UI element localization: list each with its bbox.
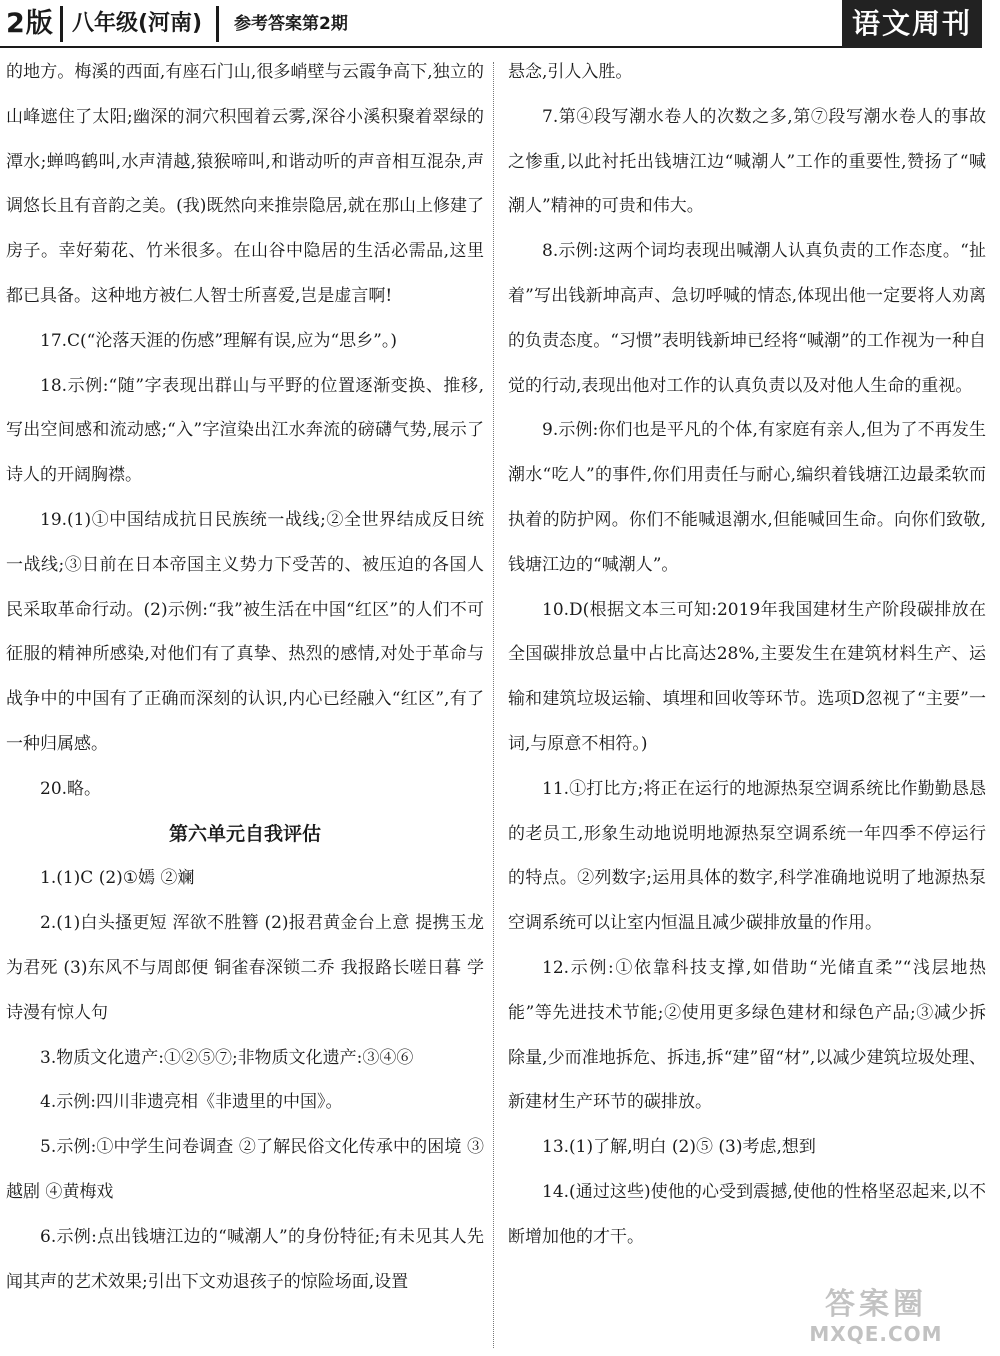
answer-paragraph: 11.①打比方;将正在运行的地源热泵空调系统比作勤勤恳恳的老员工,形象生动地说明地源热泵空调系统一年四季不停运行的特点。②列数字;运用具体的数字,科学准确地说明了地源热泵空调系统可以让室内恒温且减少碳排放量的作用。 (508, 778, 986, 934)
answer-paragraph: 1.(1)C (2)①嫣 ②斓 (40, 868, 195, 889)
answer-paragraph: 14.(通过这些)使他的心受到震撼,使他的性格坚忍起来,以不断增加他的才干。 (508, 1181, 986, 1247)
answer-paragraph: 9.示例:你们也是平凡的个体,有家庭有亲人,但为了不再发生潮水“吃人”的事件,你们用责任与耐心,编织着钱塘江边最柔软而执着的防护网。你们不能喊退潮水,但能喊回生命。向你们致敬,钱塘江边的“喊潮人”。 (508, 420, 986, 575)
answer-paragraph: 3.物质文化遗产:①②⑤⑦;非物质文化遗产:③④⑥ (40, 1047, 414, 1068)
answer-paragraph: 5.示例:①中学生问卷调查 ②了解民俗文化传承中的困境 ③越剧 ④黄梅戏 (6, 1137, 484, 1202)
header-separator (60, 6, 63, 42)
answer-paragraph: 6.示例:点出钱塘江边的“喊潮人”的身份特征;有未见其人先闻其声的艺术效果;引出下文劝退孩子的惊险场面,设置 (6, 1226, 484, 1292)
brand-logo: 语文周刊 (842, 0, 982, 48)
answer-paragraph: 8.示例:这两个词均表现出喊潮人认真负责的工作态度。“扯着”写出钱新坤高声、急切呼喊的情态,体现出他一定要将人劝离的负责态度。“习惯”表明钱新坤已经将“喊潮”的工作视为一种自觉的行动,表现出他对工作的认真负责以及对他人生命的重视。 (508, 241, 986, 396)
answer-paragraph: 20.略。 (40, 778, 102, 799)
answer-paragraph: 18.示例:“随”字表现出群山与平野的位置逐渐变换、推移,写出空间感和流动感;“入”字渲染出江水奔流的磅礴气势,展示了诗人的开阔胸襟。 (6, 375, 484, 486)
page-header (0, 0, 1000, 48)
answer-paragraph: 17.C(“沦落天涯的伤感”理解有误,应为“思乡”。) (40, 330, 397, 351)
left-column (6, 50, 484, 1304)
grade-label: 八年级(河南) (72, 11, 203, 36)
answer-paragraph: 的地方。梅溪的西面,有座石门山,很多峭壁与云霞争高下,独立的山峰遮住了太阳;幽深的洞穴积囤着云雾,深谷小溪积聚着翠绿的潭水;蝉鸣鹤叫,水声清越,猿猴啼叫,和谐动听的声音相互混杂,声调悠长且有音韵之美。(我)既然向来推崇隐居,就在那山上修建了房子。幸好菊花、竹米很多。在山谷中隐居的生活必需品,这里都已具备。这种地方被仁人智士所喜爱,岂是虚言啊! (6, 62, 484, 306)
watermark (776, 1288, 976, 1350)
watermark-logo-text: 答案圈 (825, 1287, 927, 1322)
answer-paragraph: 19.(1)①中国结成抗日民族统一战线;②全世界结成反日统一战线;③日前在日本帝国主义势力下受苦的、被压迫的各国人民采取革命行动。(2)示例:“我”被生活在中国“红区”的人们不可征服的精神所感染,对他们有了真挚、热烈的感情,对处于革命与战争中的中国有了正确而深刻的认识,内心已经融入“红区”,有了一种归属感。 (6, 509, 484, 754)
section-title: 第六单元自我评估 (168, 822, 321, 845)
answer-paragraph: 13.(1)了解,明白 (2)⑤ (3)考虑,想到 (542, 1137, 816, 1158)
page-number: 2版 (6, 8, 54, 39)
answer-paragraph: 4.示例:四川非遗亮相《非遗里的中国》。 (40, 1092, 343, 1113)
header-rule (0, 46, 982, 48)
answer-paragraph: 2.(1)白头搔更短 浑欲不胜簪 (2)报君黄金台上意 提携玉龙为君死 (3)东风不与周郎便 铜雀春深锁二乔 我报路长嗟日暮 学诗漫有惊人句 (6, 913, 484, 1023)
issue-label: 参考答案第2期 (234, 14, 348, 34)
answer-paragraph: 悬念,引人入胜。 (508, 62, 633, 82)
right-answers (508, 50, 986, 1260)
answer-paragraph: 10.D(根据文本三可知:2019年我国建材生产阶段碳排放在全国碳排放总量中占比高达28%,主要发生在建筑材料生产、运输和建筑垃圾运输、填埋和回收等环节。选项D忽视了“主要”一词,与原意不相符。) (508, 599, 986, 754)
answer-paragraph: 7.第④段写潮水卷人的次数之多,第⑦段写潮水卷人的事故之惨重,以此衬托出钱塘江边“喊潮人”工作的重要性,赞扬了“喊潮人”精神的可贵和伟大。 (508, 106, 986, 217)
answer-paragraph: 12.示例:①依靠科技支撑,如借助“光储直柔”“浅层地热能”等先进技术节能;②使用更多绿色建材和绿色产品;③减少拆除量,少而准地拆危、拆违,拆“建”留“材”,以减少建筑垃圾处理、新建材生产环节的碳排放。 (508, 957, 986, 1113)
right-column (508, 50, 986, 1260)
header-separator (216, 6, 219, 42)
watermark-url: MXQE.COM (809, 1322, 943, 1346)
unit-six-answers (6, 856, 484, 1304)
left-answers (6, 50, 484, 812)
column-divider (493, 62, 494, 1348)
